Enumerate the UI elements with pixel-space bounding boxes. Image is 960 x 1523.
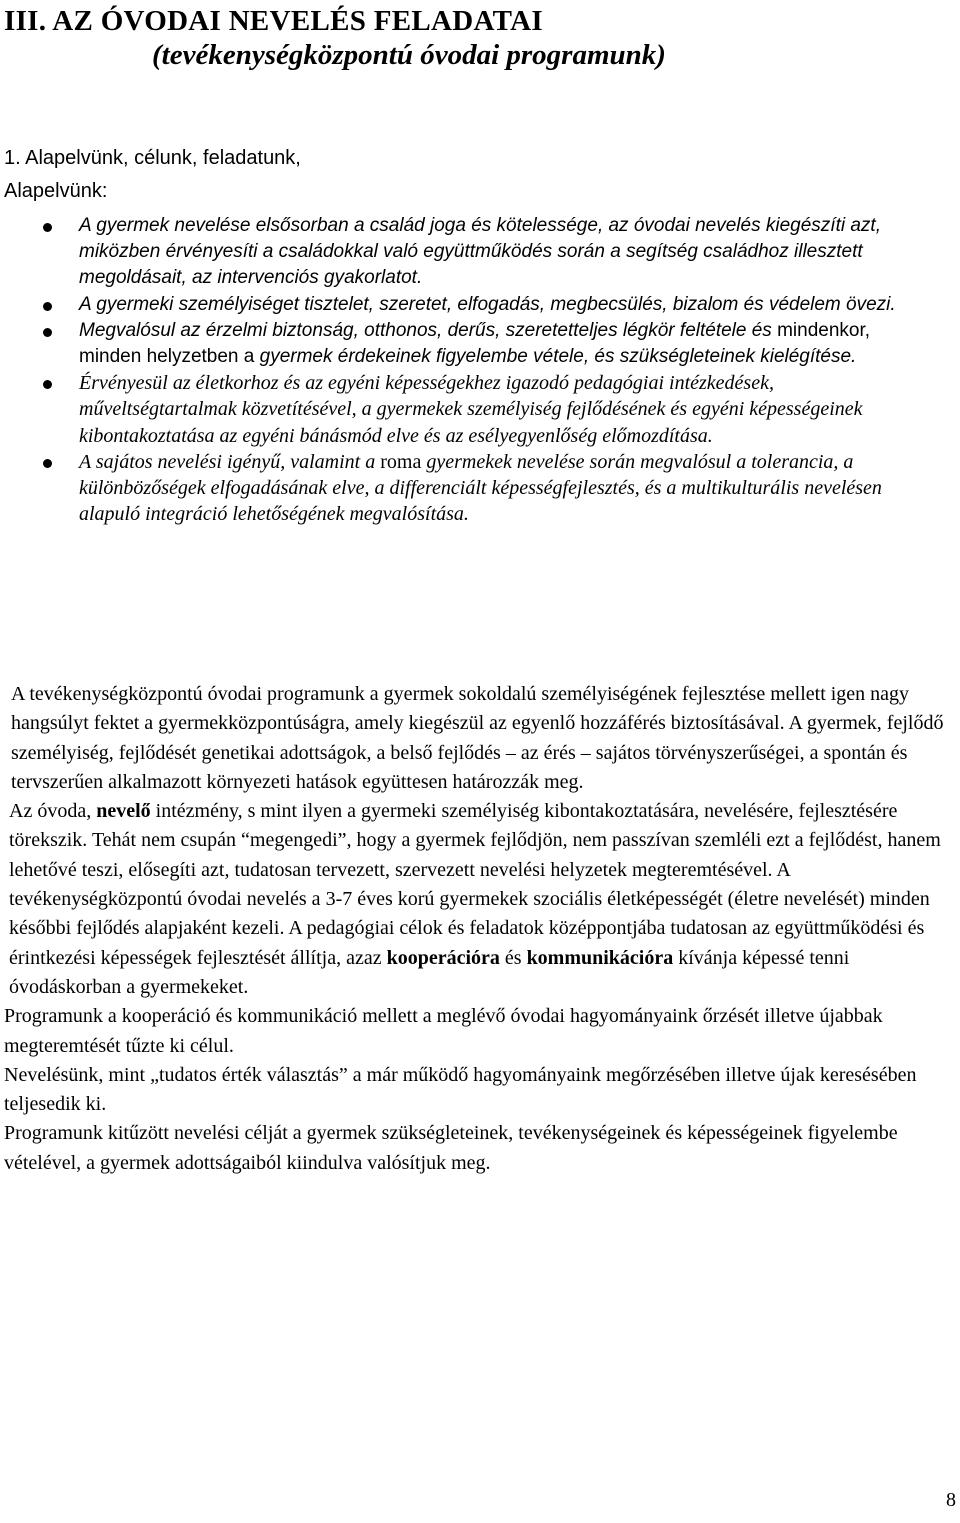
list-item-text: Megvalósul az érzelmi biztonság, otthonos, derűs, szeretetteljes légkör feltétele és <box>79 319 772 341</box>
list-item <box>0 449 960 528</box>
list-item-text: gyermek érdekeinek figyelembe vétele, és szükségleteinek kielégítése. <box>259 346 857 368</box>
paragraph-text: Az óvoda, <box>9 800 92 823</box>
list-item-text: gyermekek nevelése során megvalósul a tolerancia, a különbözőségek elfogadásának elve, a differenciált képességfejlesztés, és a multikulturális nevelésen alapuló integráció lehetőségének megvalósítása. <box>79 450 882 526</box>
list-item <box>0 318 960 370</box>
emphasis-text: kooperációra <box>386 946 500 969</box>
body-text <box>4 680 954 1178</box>
list-item <box>0 292 960 318</box>
bullet-icon <box>43 223 52 232</box>
emphasis-text: kommunikációra <box>526 946 674 969</box>
list-item <box>0 213 960 292</box>
paragraph: Programunk a kooperáció és kommunikáció mellett a meglévő óvodai hagyományaink őrzését illetve újabbak megteremtését tűzte ki célul. <box>4 1005 883 1057</box>
bullet-icon <box>43 380 52 389</box>
page-number: 8 <box>946 1489 956 1511</box>
paragraph: A tevékenységközpontú óvodai programunk a gyermek sokoldalú személyiségének fejlesztése mellett igen nagy hangsúlyt fektet a gyermekközpontúságra, amely kiegészül az egyenlő hozzáférés biztosításával. A gyermek, fejlődő személyiség, fejlődését genetikai adottságok, a belső fejlődés – az érés – sajátos törvényszerűségei, a spontán és tervszerűen alkalmazott környezeti hatások együttesen határozzák meg. <box>11 683 944 793</box>
bullet-icon <box>43 302 52 311</box>
chapter-subtitle: (tevékenységközpontú óvodai programunk) <box>152 39 666 71</box>
list-item-text: A gyermek nevelése elsősorban a család joga és kötelessége, az óvodai nevelés kiegészíti azt, miközben érvényesíti a családokkal való együttműködés során a segítség családhoz illesztett megoldásait, az intervenciós gyakorlatot. <box>79 215 881 289</box>
paragraph: Programunk kitűzött nevelési célját a gyermek szükségleteinek, tevékenységeinek és képességeinek figyelembe vételével, a gyermek adottságaiból kiindulva valósítjuk meg. <box>4 1122 898 1174</box>
paragraph <box>4 797 954 1002</box>
list-item-text: A sajátos nevelési igényű, valamint a <box>79 450 376 473</box>
bullet-icon <box>43 459 52 468</box>
paragraph-text: intézmény, s mint ilyen a gyermeki személyiség kibontakoztatására, nevelésére, fejlesztésére törekszik. Tehát nem csupán “megengedi”, hogy a gyermek fejlődjön, nem passzívan szemléli ezt a fejlődést, hanem lehetővé teszi, elősegíti azt, tudatosan tervezett, szervezett nevelési helyzetek megteremtésével. A tevékenységközpontú óvodai nevelés a 3-7 éves korú gyermekek szociális életképességét (életre nevelését) minden későbbi fejlődés alapjaként kezeli. A pedagógiai célok és feladatok középpontjába tudatosan az együttműködési és érintkezési képességek fejlesztését állítja, azaz <box>9 800 941 969</box>
chapter-title: III. AZ ÓVODAI NEVELÉS FELADATAI <box>4 5 543 37</box>
list-item-text: Érvényesül az életkorhoz és az egyéni képességekhez igazodó pedagógiai intézkedések, műveltségtartalmak közvetítésével, a gyermekek személyiség fejlődésének és egyéni képességeinek kibontakoztatása az egyéni bánásmód elve és az esélyegyenlőség előmozdítása. <box>79 372 863 447</box>
paragraph: Nevelésünk, mint „tudatos érték választás” a már működő hagyományaink megőrzésében illetve újak keresésében teljesedik ki. <box>4 1063 917 1116</box>
principles-list <box>0 213 960 527</box>
section-title: 1. Alapelvünk, célunk, feladatunk, <box>4 147 301 169</box>
list-item <box>0 370 960 449</box>
paragraph-text: és <box>504 946 522 969</box>
paragraph-text: kívánja képessé tenni óvodáskorban a gyermekeket. <box>9 946 850 998</box>
list-item-text-upright: mindenkor, minden helyzetben a <box>79 319 871 368</box>
bullet-icon <box>43 328 52 337</box>
principles-heading: Alapelvünk: <box>4 180 108 202</box>
emphasis-text: nevelő <box>96 800 151 823</box>
list-item-text-upright: roma <box>380 450 422 473</box>
list-item-text: A gyermeki személyiséget tisztelet, szeretet, elfogadás, megbecsülés, bizalom és védelem övezi. <box>79 293 896 315</box>
